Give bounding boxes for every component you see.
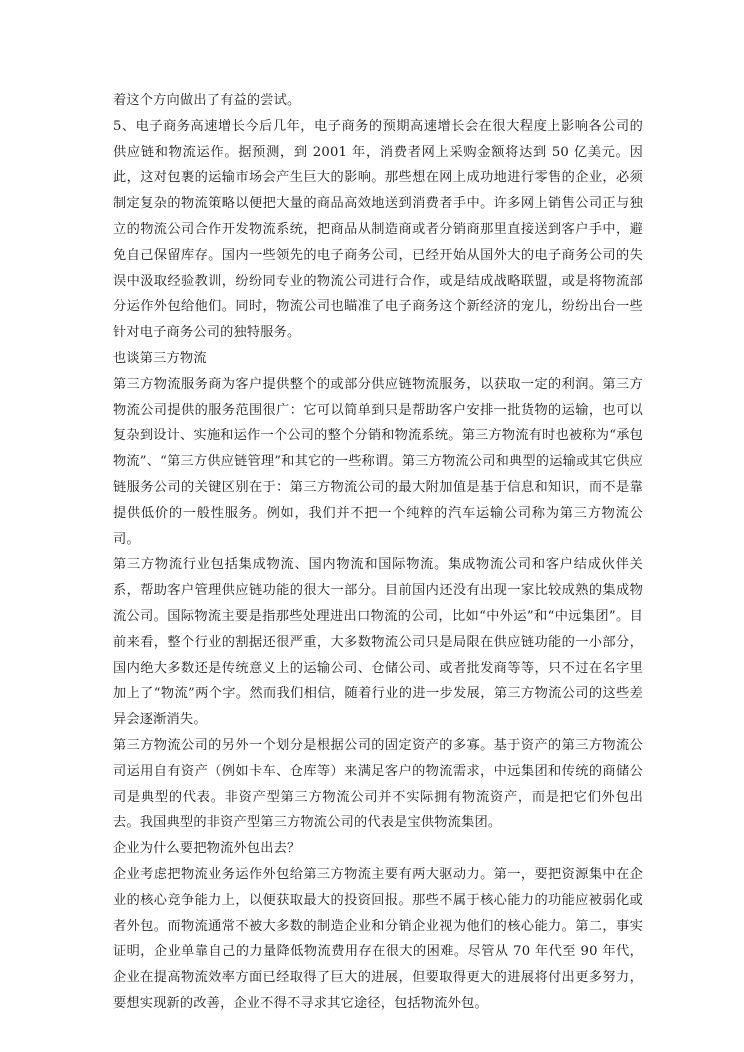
- paragraph-ecommerce: 5、电子商务高速增长今后几年，电子商务的预期高速增长会在很大程度上影响各公司的供应链和物流运作。据预测，到 2001 年，消费者网上采购金额将达到 50 亿美元。因此，这对包裹的运输市场会产生巨大的影响。那些想在网上成功地进行零售的企业，必须制定复杂的物流策略以便把大量的商品高效地送到消费者手中。许多网上销售公司正与独立的物流公司合作开发物流系统，把商品从制造商或者分销商那里直接送到客户手中，避免自己保留库存。国内一些领先的电子商务公司，已经开始从国外大的电子商务公司的失误中汲取经验教训，纷纷同专业的物流公司进行合作，或是结成战略联盟，或是将物流部分运作外包给他们。同时，物流公司也瞄准了电子商务这个新经济的宠儿，纷纷出台一些针对电子商务公司的独特服务。: [113, 118, 643, 341]
- section-heading-why-outsource: 企业为什么要把物流外包出去？: [113, 841, 301, 857]
- document-body: [113, 88, 643, 1017]
- paragraph-continuation: 着这个方向做出了有益的尝试。: [113, 93, 301, 108]
- section-heading-third-party-logistics: 也谈第三方物流: [113, 350, 207, 366]
- paragraph-3pl-assets: 第三方物流公司的另外一个划分是根据公司的固定资产的多寡。基于资产的第三方物流公司运用自有资产（例如卡车、仓库等）来满足客户的物流需求，中远集团和传统的商储公司是典型的代表。非资产型第三方物流公司并不实际拥有物流资产，而是把它们外包出去。我国典型的非资产型第三方物流公司的代表是宝供物流集团。: [113, 737, 643, 831]
- paragraph-3pl-definition: 第三方物流服务商为客户提供整个的或部分供应链物流服务，以获取一定的利润。第三方物流公司提供的服务范围很广：它可以简单到只是帮助客户安排一批货物的运输，也可以复杂到设计、实施和运作一个公司的整个分销和物流系统。第三方物流有时也被称为“承包物流”、“第三方供应链管理”和其它的一些称谓。第三方物流公司和典型的运输或其它供应链服务公司的关键区别在于：第三方物流公司的最大附加值是基于信息和知识，而不是靠提供低价的一般性服务。例如，我们并不把一个纯粹的汽车运输公司称为第三方物流公司。: [113, 376, 643, 547]
- paragraph-outsource-drivers: 企业考虑把物流业务运作外包给第三方物流主要有两大驱动力。第一，要把资源集中在企业的核心竞争能力上，以便获取最大的投资回报。那些不属于核心能力的功能应被弱化或者外包。而物流通常不被大多数的制造企业和分销企业视为他们的核心能力。第二，事实证明，企业单靠自己的力量降低物流费用存在很大的困难。尽管从 70 年代至 90 年代，企业在提高物流效率方面已经取得了巨大的进展，但要取得更大的进展将付出更多努力，要想实现新的改善，企业不得不寻求其它途径，包括物流外包。: [113, 866, 643, 1011]
- paragraph-3pl-industry: 第三方物流行业包括集成物流、国内物流和国际物流。集成物流公司和客户结成伙伴关系，帮助客户管理供应链功能的很大一部分。目前国内还没有出现一家比较成熟的集成物流公司。国际物流主要是指那些处理进出口物流的公司，比如“中外运”和“中远集团”。目前来看，整个行业的割据还很严重，大多数物流公司只是局限在供应链功能的一小部分，国内绝大多数还是传统意义上的运输公司、仓储公司、或者批发商等等，只不过在名字里加上了“物流”两个字。然而我们相信，随着行业的进一步发展，第三方物流公司的这些差异会逐渐消失。: [113, 557, 643, 728]
